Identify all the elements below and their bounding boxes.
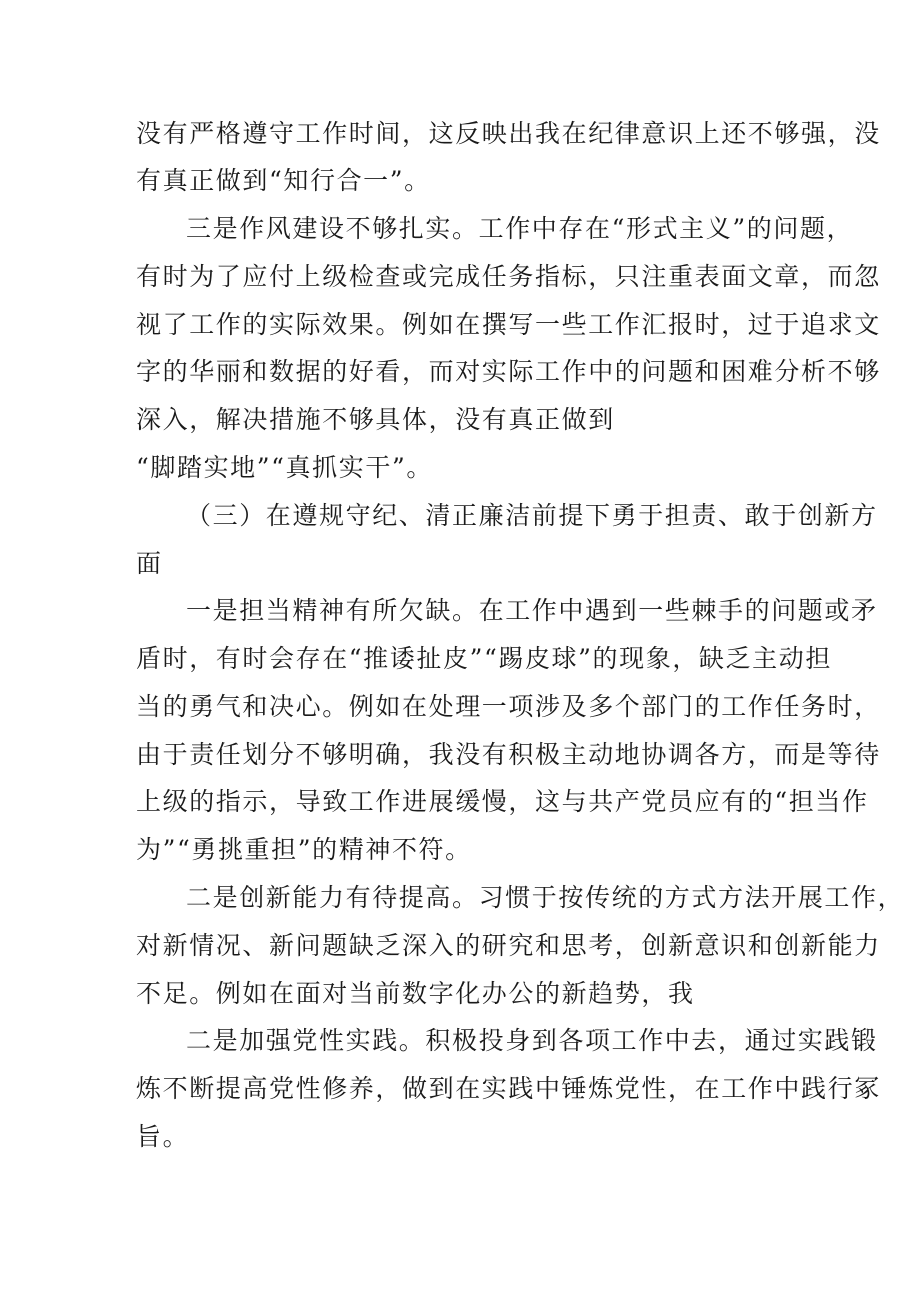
paragraph-start-line: 一是担当精神有所欠缺。在工作中遇到一些棘手的问题或矛 [186, 596, 878, 625]
text-line: 盾时，有时会存在“推诿扯皮”“踢皮球”的现象，缺乏主动担 [136, 644, 832, 673]
section-heading-line: （三）在遵规守纪、清正廉洁前提下勇于担责、敢于创新方 [186, 501, 878, 530]
text-line: 有真正做到“知行合一”。 [136, 166, 431, 195]
text-line: 没有严格遵守工作时间，这反映出我在纪律意识上还不够强，没 [136, 119, 881, 148]
text-line: 上级的指示，导致工作进展缓慢，这与共产党员应有的“担当作 [136, 787, 869, 816]
text-line: 炼不断提高党性修养，做到在实践中锤炼党性，在工作中践行冢 [136, 1074, 881, 1103]
text-line: 当的勇气和决心。例如在处理一项涉及多个部门的工作任务时， [136, 692, 881, 721]
text-line: 对新情况、新问题缺乏深入的研究和思考，创新意识和创新能力 [136, 931, 881, 960]
text-line: 有时为了应付上级检查或完成任务指标，只注重表面文章，而忽 [136, 262, 881, 291]
paragraph-start-line: 二是创新能力有待提高。习惯于按传统的方式方法开展工作， [186, 883, 905, 912]
section-heading-line: 面 [136, 549, 163, 578]
text-line: 不足。例如在面对当前数字化办公的新趋势，我 [136, 979, 695, 1008]
text-line: 字的华丽和数据的好看，而对实际工作中的问题和困难分析不够 [136, 357, 881, 386]
text-line: 旨。 [136, 1122, 190, 1151]
text-line: 深入，解决措施不够具体，没有真正做到 [136, 405, 615, 434]
paragraph-start-line: 三是作风建设不够扎实。工作中存在“形式主义”的问题， [186, 214, 854, 243]
text-line: 为”“勇挑重担”的精神不符。 [136, 835, 472, 864]
paragraph-start-line: 二是加强党性实践。积极投身到各项工作中去，通过实践锻 [186, 1026, 878, 1055]
text-line: 视了工作的实际效果。例如在撰写一些工作汇报时，过于追求文 [136, 310, 881, 339]
text-line: 由于责任划分不够明确，我没有积极主动地协调各方，而是等待 [136, 740, 881, 769]
text-line: “脚踏实地”“真抓实干”。 [136, 453, 433, 482]
